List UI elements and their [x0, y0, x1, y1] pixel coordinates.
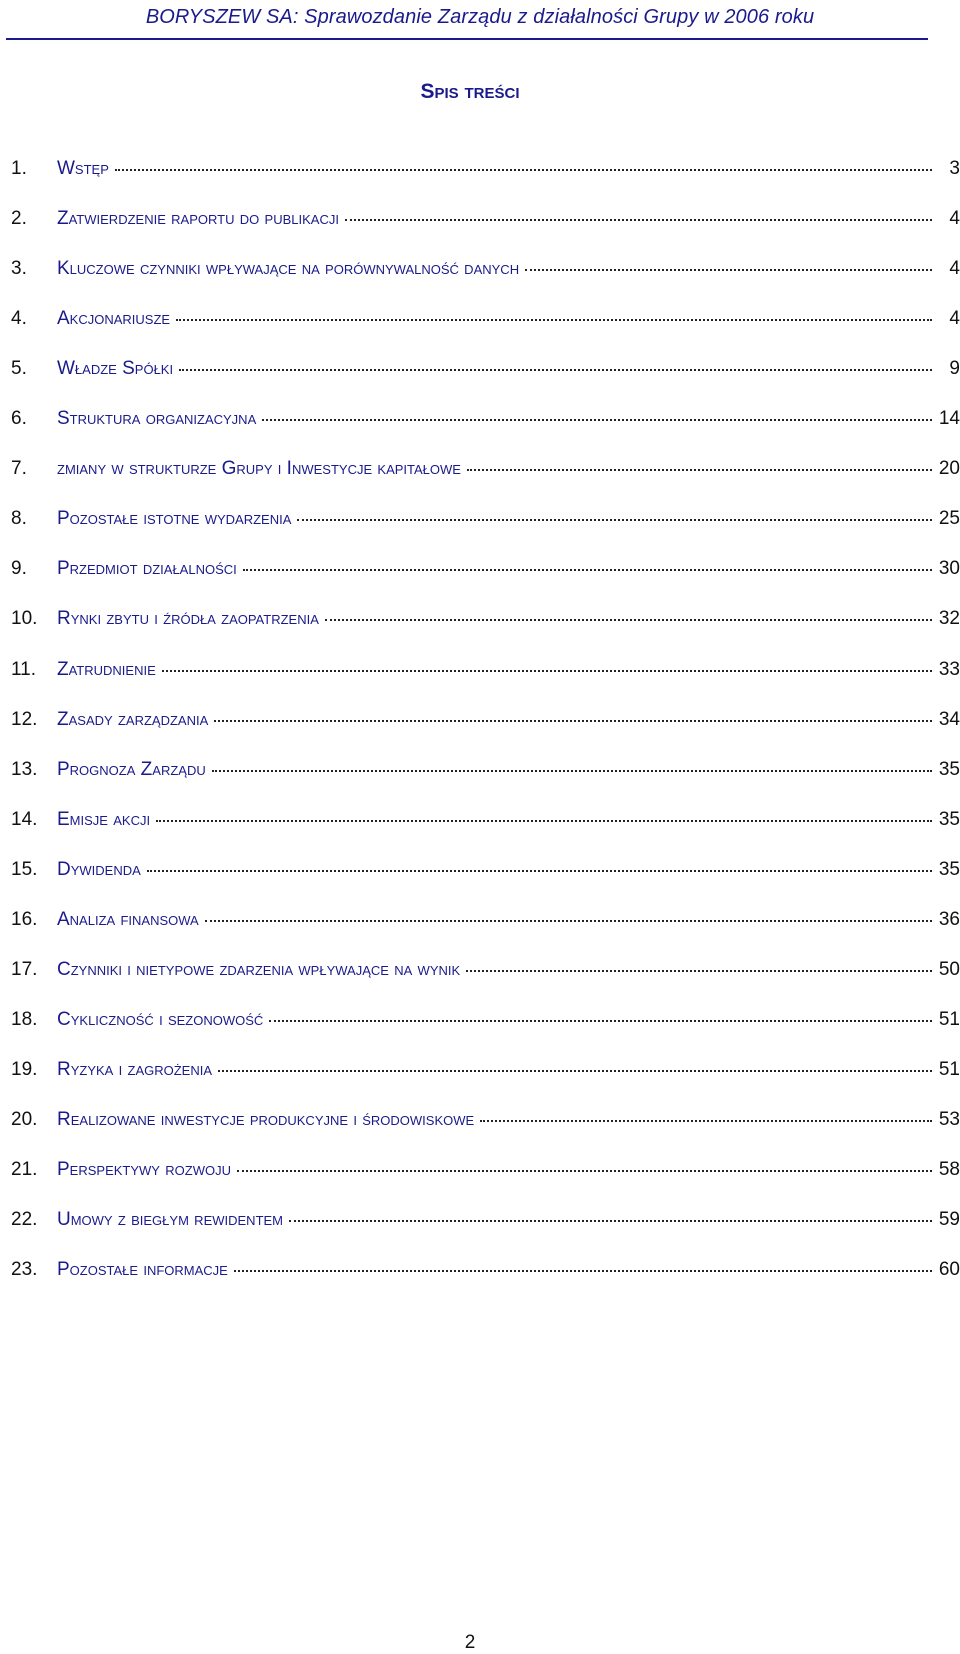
toc-entry-label[interactable]: Umowy z biegłym rewidentem: [57, 1209, 284, 1231]
toc-entry-page[interactable]: 32: [938, 608, 960, 630]
toc-entry-label[interactable]: Zatrudnienie: [57, 658, 156, 680]
toc-entry-page[interactable]: 35: [938, 758, 960, 780]
toc-entry-label[interactable]: Rynki zbytu i źródła zaopatrzenia: [57, 608, 319, 630]
toc-entry-label[interactable]: Czynniki i nietypowe zdarzenia wpływające na wynik: [57, 958, 461, 980]
toc-entry[interactable]: [11, 654, 960, 686]
toc-dot-leader: [156, 820, 932, 822]
toc-entry-number: 22.: [11, 1209, 38, 1231]
toc-entry[interactable]: [11, 153, 960, 185]
toc-entry-number: 14.: [11, 808, 38, 830]
toc-entry-number: 9.: [11, 558, 27, 580]
toc-dot-leader: [345, 219, 932, 221]
toc-entry[interactable]: [11, 1254, 960, 1286]
toc-dot-leader: [480, 1120, 932, 1122]
toc-entry-number: 7.: [11, 458, 27, 480]
toc-entry-label[interactable]: Emisje akcji: [57, 808, 151, 830]
toc-entry-number: 18.: [11, 1008, 38, 1030]
toc-entry-page[interactable]: 51: [938, 1008, 960, 1030]
toc-entry-label[interactable]: Ryzyka i zagrożenia: [57, 1058, 213, 1080]
toc-entry[interactable]: [11, 954, 960, 986]
toc-entry[interactable]: [11, 1204, 960, 1236]
toc-dot-leader: [179, 369, 932, 371]
toc-dot-leader: [289, 1220, 932, 1222]
toc-dot-leader: [466, 970, 932, 972]
toc-entry-page[interactable]: 14: [938, 408, 960, 430]
toc-entry-number: 16.: [11, 908, 38, 930]
toc-entry[interactable]: [11, 303, 960, 335]
toc-entry-page[interactable]: 30: [938, 558, 960, 580]
toc-entry-number: 5.: [11, 358, 27, 380]
toc-dot-leader: [262, 419, 932, 421]
toc-dot-leader: [325, 619, 932, 621]
toc-entry-number: 19.: [11, 1058, 38, 1080]
toc-entry[interactable]: [11, 1104, 960, 1136]
toc-entry-label[interactable]: Prognoza Zarządu: [57, 758, 206, 780]
toc-entry[interactable]: [11, 904, 960, 936]
toc-dot-leader: [467, 469, 932, 471]
toc-dot-leader: [162, 670, 932, 672]
toc-entry[interactable]: [11, 553, 960, 585]
toc-dot-leader: [525, 269, 932, 271]
toc-entry-page[interactable]: 59: [938, 1209, 960, 1231]
toc-entry[interactable]: [11, 503, 960, 535]
toc-entry-label[interactable]: Perspektywy rozwoju: [57, 1159, 231, 1180]
toc-dot-leader: [115, 169, 932, 171]
toc-entry-label[interactable]: Pozostałe informacje: [57, 1259, 228, 1281]
document-header: BORYSZEW SA: Sprawozdanie Zarządu z działalności Grupy w 2006 roku: [145, 6, 815, 28]
toc-entry-number: 13.: [11, 758, 38, 780]
header-divider: [6, 38, 928, 40]
toc-entry-number: 6.: [11, 408, 27, 430]
toc-entry-page[interactable]: 51: [938, 1058, 960, 1080]
toc-entry-number: 20.: [11, 1108, 38, 1130]
toc-entry-number: 10.: [11, 608, 38, 630]
toc-entry[interactable]: [11, 704, 960, 736]
toc-entry-page[interactable]: 25: [938, 508, 960, 530]
toc-dot-leader: [243, 569, 932, 571]
toc-entry-number: 15.: [11, 858, 38, 880]
toc-entry-number: 23.: [11, 1259, 38, 1281]
toc-entry[interactable]: [11, 253, 960, 285]
toc-entry-page[interactable]: 50: [938, 958, 960, 980]
toc-entry-page[interactable]: 33: [938, 658, 960, 680]
toc-dot-leader: [297, 519, 932, 521]
toc-entry[interactable]: [11, 1154, 960, 1186]
toc-entry-label[interactable]: Analiza finansowa: [57, 908, 199, 930]
toc-entry-page[interactable]: 20: [938, 458, 960, 480]
toc-entry[interactable]: [11, 403, 960, 435]
toc-dot-leader: [218, 1070, 932, 1072]
toc-entry-number: 21.: [11, 1159, 38, 1180]
toc-entry-number: 11.: [11, 658, 37, 680]
toc-entry[interactable]: [11, 603, 960, 635]
toc-entry-page[interactable]: 35: [938, 808, 960, 830]
toc-entry-number: 12.: [11, 708, 38, 730]
page-number: 2: [464, 1632, 476, 1653]
toc-entry-label[interactable]: Wstęp: [57, 158, 109, 179]
toc-dot-leader: [205, 920, 932, 922]
toc-entry-label[interactable]: Struktura organizacyjna: [57, 408, 257, 430]
toc-entry-page[interactable]: 3: [949, 158, 960, 179]
toc-entry-label[interactable]: Pozostałe istotne wydarzenia: [57, 508, 292, 530]
toc-entry[interactable]: [11, 804, 960, 836]
toc-dot-leader: [214, 720, 932, 722]
toc-entry[interactable]: [11, 453, 960, 485]
toc-entry[interactable]: [11, 203, 960, 235]
toc-entry-page[interactable]: 58: [938, 1159, 960, 1180]
toc-entry-number: 2.: [11, 208, 27, 230]
toc-entry[interactable]: [11, 353, 960, 385]
toc-entry-number: 8.: [11, 508, 27, 530]
toc-entry-label[interactable]: Zatwierdzenie raportu do publikacji: [57, 208, 339, 230]
toc-dot-leader: [237, 1170, 932, 1172]
toc-entry-label[interactable]: Realizowane inwestycje produkcyjne i środowiskowe: [57, 1108, 475, 1130]
toc-dot-leader: [234, 1270, 932, 1272]
toc-entry-number: 4.: [11, 308, 27, 330]
toc-title: Spis treści: [420, 80, 520, 103]
toc-entry[interactable]: [11, 754, 960, 786]
toc-entry-number: 3.: [11, 258, 27, 280]
toc-entry-page[interactable]: 34: [938, 708, 960, 730]
toc-dot-leader: [176, 319, 932, 321]
toc-entry[interactable]: [11, 1054, 960, 1086]
toc-entry-label[interactable]: Dywidenda: [57, 858, 141, 880]
toc-dot-leader: [147, 870, 932, 872]
toc-entry-label[interactable]: Akcjonariusze: [57, 308, 171, 330]
toc-entry-number: 1.: [11, 158, 27, 179]
toc-entry-page[interactable]: 53: [938, 1108, 960, 1130]
toc-entry-page[interactable]: 4: [949, 208, 960, 230]
toc-entry-page[interactable]: 9: [949, 358, 960, 380]
toc-entry-label[interactable]: zmiany w strukturze Grupy i Inwestycje kapitałowe: [57, 458, 461, 480]
toc-entry-label[interactable]: Cykliczność i sezonowość: [57, 1008, 264, 1030]
toc-entry-page[interactable]: 60: [938, 1259, 960, 1281]
toc-entry-label[interactable]: Przedmiot działalności: [57, 558, 237, 580]
toc-entry[interactable]: [11, 1004, 960, 1036]
toc-dot-leader: [269, 1020, 932, 1022]
toc-entry-page[interactable]: 4: [949, 258, 960, 280]
toc-entry-page[interactable]: 4: [949, 308, 960, 330]
toc-entry-label[interactable]: Władze Spółki: [57, 358, 174, 380]
toc-entry[interactable]: [11, 854, 960, 886]
toc-entry-number: 17.: [11, 958, 38, 980]
toc-dot-leader: [212, 770, 932, 772]
toc-entry-page[interactable]: 36: [938, 908, 960, 930]
toc-entry-page[interactable]: 35: [938, 858, 960, 880]
toc-entry-label[interactable]: Kluczowe czynniki wpływające na porównywalność danych: [57, 258, 520, 280]
toc-entry-label[interactable]: Zasady zarządzania: [57, 708, 209, 730]
